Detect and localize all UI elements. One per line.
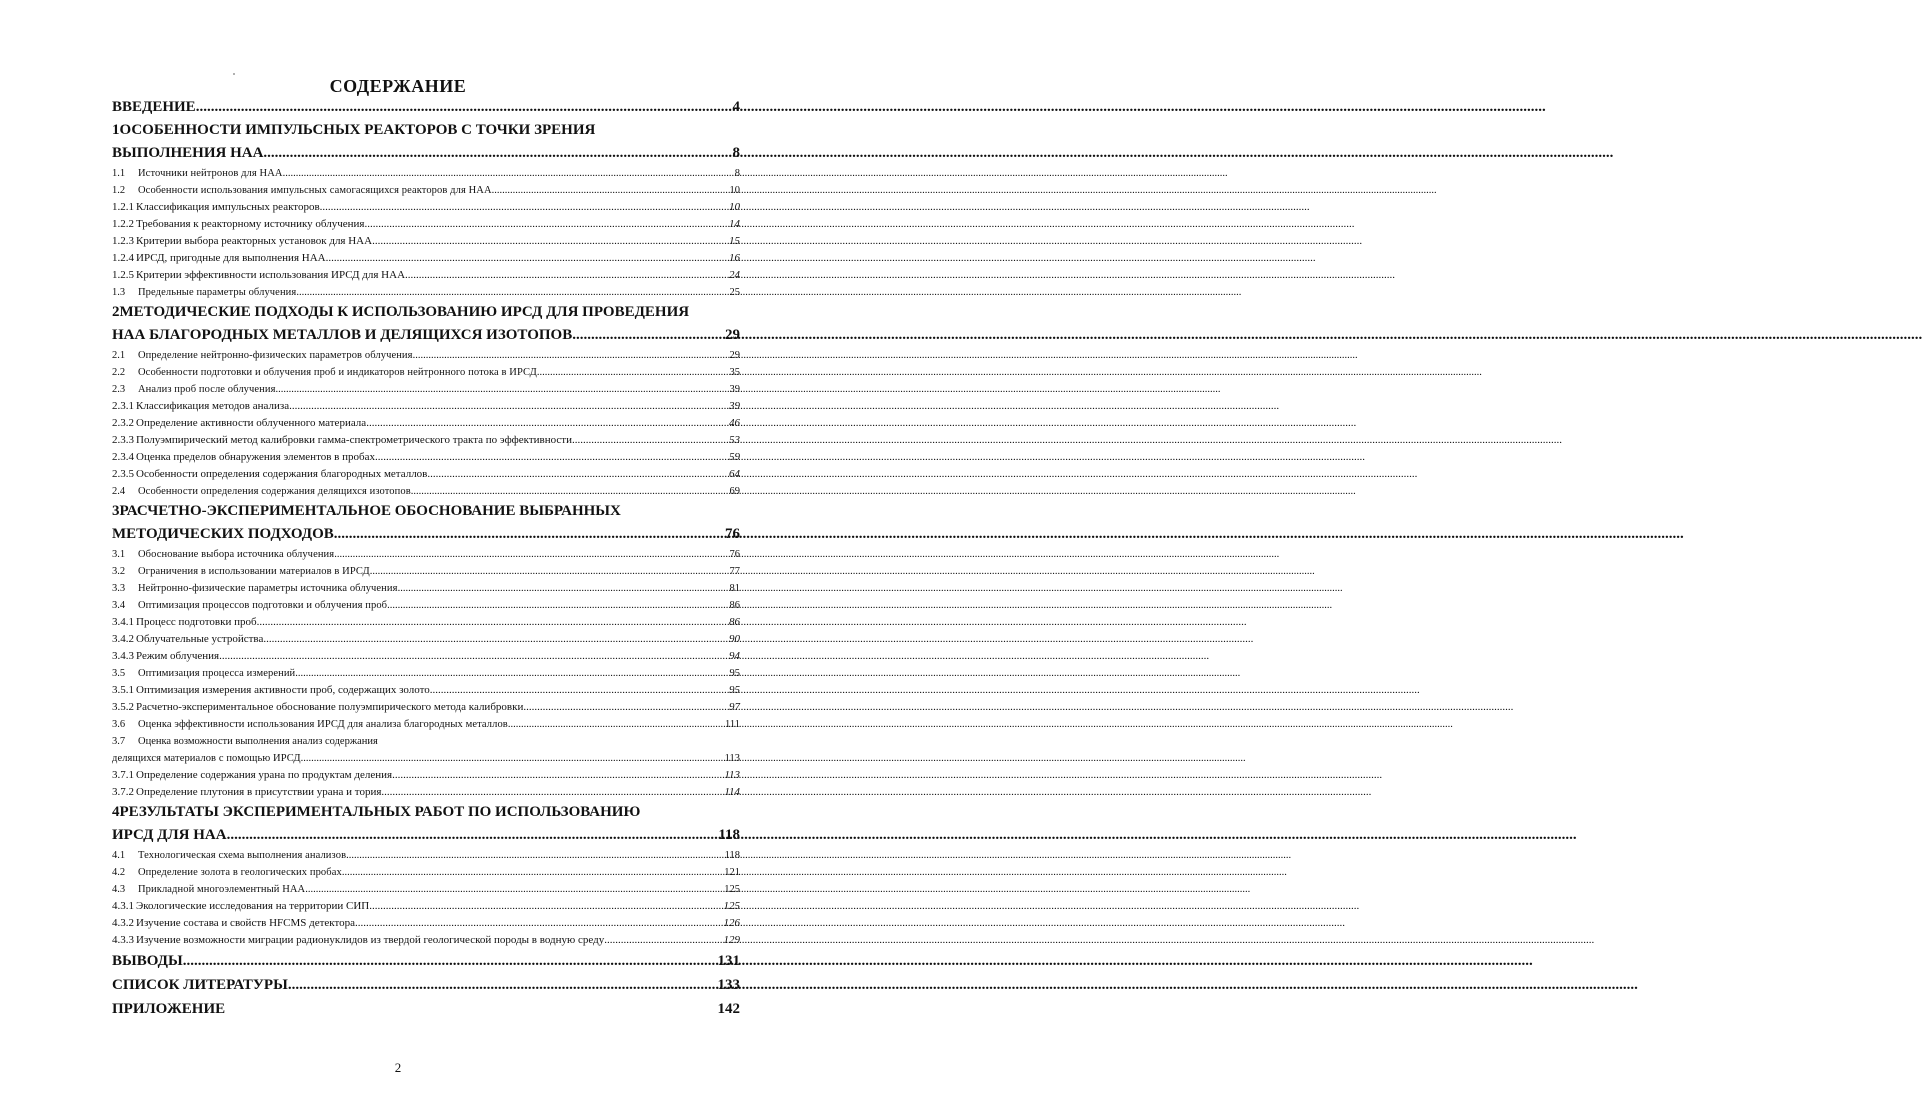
toc-entry-page: 10 (729, 201, 740, 213)
toc-entry[interactable] (112, 483, 740, 500)
toc-entry-title: Оптимизация процессов подготовки и облучения проб (138, 600, 388, 611)
toc-entry-number: 3.5 (112, 668, 126, 679)
toc-entry-page: 118 (724, 850, 740, 861)
toc-leader-dots (381, 784, 723, 801)
toc-entry-title: Нейтронно-физические параметры источника облучения (138, 583, 398, 594)
toc-leader-dots (508, 716, 724, 733)
toc-title: СОДЕРЖАНИЕ (329, 76, 467, 96)
toc-entry-page: 69 (729, 486, 740, 497)
toc-entry-title: ВВЕДЕНИЕ (112, 99, 196, 115)
toc-entry-title: Оптимизация процесса измерений (138, 668, 296, 679)
toc-entry-heading-line (112, 119, 740, 141)
toc-entry[interactable] (112, 546, 740, 563)
toc-entry[interactable] (112, 522, 740, 546)
toc-entry-title: Режим облучения (136, 650, 220, 662)
toc-entry[interactable] (112, 95, 740, 119)
toc-leader-dots (334, 546, 728, 563)
toc-entry[interactable] (112, 823, 740, 847)
toc-entry-number: 2.4 (112, 486, 126, 497)
toc-entry-title: ПРИЛОЖЕНИЕ (112, 1001, 226, 1017)
toc-entry[interactable] (112, 699, 740, 716)
toc-entry-title: Критерии выбора реакторных установок для НАА (136, 235, 373, 247)
toc-entry[interactable] (112, 323, 740, 347)
toc-entry-heading-line (112, 500, 740, 522)
toc-entry[interactable] (112, 563, 740, 580)
toc-leader-dots (413, 347, 729, 364)
toc-leader-dots (572, 432, 728, 449)
toc-entry[interactable] (112, 682, 740, 699)
toc-entry[interactable] (112, 915, 740, 932)
toc-entry[interactable] (112, 614, 740, 631)
toc-entry[interactable] (112, 864, 740, 881)
toc-entry-page: 77 (729, 566, 740, 577)
toc-leader-dots (320, 199, 728, 216)
toc-entry-heading-line (112, 733, 740, 750)
toc-leader-dots (523, 699, 728, 716)
toc-entry-number: 1.2.1 (112, 201, 134, 213)
toc-entry-number: 4 (112, 804, 120, 820)
toc-entry-page: 10 (729, 185, 740, 196)
toc-entry-page: 95 (729, 668, 740, 679)
toc-leader-dots (366, 415, 728, 432)
toc-entry-page: 14 (729, 218, 740, 230)
toc-entry-title: Анализ проб после облучения (138, 384, 276, 395)
toc-leader-dots (196, 95, 732, 119)
toc-entry-page: 113 (724, 753, 740, 764)
toc-entry-number: 3.2 (112, 566, 126, 577)
toc-leader-dots (392, 767, 723, 784)
toc-leader-dots (295, 665, 728, 682)
toc-entry-page: 8 (732, 145, 740, 161)
toc-leader-dots (365, 216, 729, 233)
toc-entry[interactable] (112, 250, 740, 267)
toc-entry[interactable] (112, 665, 740, 682)
toc-entry-number: 3 (112, 503, 120, 519)
toc-entry-number: 2 (112, 304, 120, 320)
toc-entry-title: Процесс подготовки проб (136, 616, 257, 628)
toc-entry-number: 3.4.3 (112, 650, 134, 662)
toc-leader-dots (263, 631, 728, 648)
toc-entry-title: Классификация методов анализа (136, 400, 290, 412)
toc-entry-title: Определение содержания урана по продуктам деления (136, 769, 393, 781)
toc-entry-page: 46 (729, 417, 740, 429)
toc-entry-page: 118 (718, 827, 740, 843)
toc-entry-page: 15 (729, 235, 740, 247)
toc-entry-number: 1.2.2 (112, 218, 134, 230)
toc-entry-title: ВЫВОДЫ (112, 953, 183, 969)
toc-leader-dots (283, 165, 734, 182)
toc-entry-title: Классификация импульсных реакторов (136, 201, 320, 213)
toc-entry-title: Экологические исследования на территории СИП (136, 900, 370, 912)
toc-entry-number: 3.5.1 (112, 684, 134, 696)
toc-entry-number: 2.1 (112, 350, 126, 361)
toc-entry-number: 2.3.1 (112, 400, 134, 412)
toc-entry-page: 95 (729, 684, 740, 696)
toc-entry-number: 3.7 (112, 736, 126, 747)
toc-leader-dots (183, 949, 717, 973)
toc-entry-title: Полуэмпирический метод калибровки гамма-спектрометрического тракта по эффективности (136, 434, 572, 446)
toc-entry-page: 8 (734, 168, 740, 179)
toc-entry[interactable] (112, 898, 740, 915)
toc-entry[interactable] (112, 267, 740, 284)
toc-entry-page: 29 (725, 327, 740, 343)
toc-entry-title: Обоснование выбора источника облучения (138, 549, 335, 560)
toc-entry-number: 1.2.5 (112, 269, 134, 281)
toc-entry-title: ИРСД ДЛЯ НАА (112, 827, 227, 843)
toc-entry-page: 4 (732, 99, 740, 115)
toc-leader-dots (219, 648, 728, 665)
toc-entry-title: Расчетно-экспериментальное обоснование полуэмпирического метода калибровки (136, 701, 524, 713)
toc-entry-page: 24 (729, 269, 740, 281)
toc-leader-dots (427, 466, 728, 483)
toc-leader-dots (257, 614, 728, 631)
toc-entry-number: 3.4 (112, 600, 126, 611)
toc-entry[interactable] (112, 415, 740, 432)
toc-entry[interactable] (112, 648, 740, 665)
toc-entry-page: 76 (725, 526, 740, 542)
toc-entry[interactable] (112, 597, 740, 614)
toc-entry-number: 2.3 (112, 384, 126, 395)
toc-entry-title: Прикладной многоэлементный НАА (138, 884, 306, 895)
toc-leader-dots (398, 580, 729, 597)
toc-entry[interactable] (112, 932, 740, 949)
toc-entry[interactable] (112, 631, 740, 648)
toc-entry-number: 3.6 (112, 719, 126, 730)
toc-entry-page: 94 (729, 650, 740, 662)
toc-leader-dots (227, 823, 718, 847)
toc-entry[interactable] (112, 364, 740, 381)
toc-entry-page: 16 (729, 252, 740, 264)
toc-leader-dots (342, 864, 723, 881)
toc-entry-number: 2.3.2 (112, 417, 134, 429)
toc-entry-title: Особенности подготовки и облучения проб и индикаторов нейтронного потока в ИРСД (138, 367, 537, 378)
toc-entry-title: Ограничения в использовании материалов в ИРСД (138, 566, 370, 577)
toc-entry[interactable] (112, 750, 740, 767)
toc-leader-dots (369, 898, 722, 915)
toc-entry-page: 90 (729, 633, 740, 645)
toc-leader-dots (405, 267, 728, 284)
toc-entry-title: Определение активности облученного материала (136, 417, 367, 429)
toc-entry-number: 1 (112, 122, 120, 138)
toc-entry-number: 1.2 (112, 185, 126, 196)
toc-entry-title: Особенности определения содержания благородных металлов (136, 468, 428, 480)
toc-entry-page: 86 (729, 616, 740, 628)
toc-entry-number: 2.3.3 (112, 434, 134, 446)
toc-entry[interactable] (112, 216, 740, 233)
toc-entry[interactable] (112, 580, 740, 597)
toc-entry-title: делящихся материалов с помощью ИРСД (112, 753, 301, 764)
toc-entry-title: Оптимизация измерения активности проб, содержащих золото (136, 684, 430, 696)
toc-entry-title: Определение плутония в присутствии урана и тория (136, 786, 382, 798)
toc-leader-dots (537, 364, 729, 381)
toc-entry[interactable] (112, 716, 740, 733)
toc-leader-dots (572, 323, 724, 347)
toc-entry-number: 3.1 (112, 549, 126, 560)
toc-entry-page: 125 (724, 884, 740, 895)
toc-entry-number: 1.1 (112, 168, 126, 179)
toc-entry-page: 29 (729, 350, 740, 361)
toc-entry-title: Предельные параметры облучения (138, 287, 297, 298)
toc-entry-title: Оценка пределов обнаружения элементов в пробах (136, 451, 375, 463)
toc-entry[interactable] (112, 973, 740, 997)
toc-entry-page: 59 (729, 451, 740, 463)
toc-entry-title: СПИСОК ЛИТЕРАТУРЫ (112, 977, 288, 993)
toc-leader-dots (375, 449, 728, 466)
toc-entry[interactable] (112, 881, 740, 898)
toc-entry-page: 129 (723, 934, 740, 946)
toc-entry-title: Требования к реакторному источнику облучения (136, 218, 365, 230)
toc-entry-title-line1: РАСЧЕТНО-ЭКСПЕРИМЕНТАЛЬНОЕ ОБОСНОВАНИЕ ВЫБРАННЫХ (119, 503, 621, 519)
toc-leader-dots (370, 563, 729, 580)
toc-entry[interactable] (112, 347, 740, 364)
toc-entry-title: Источники нейтронов для НАА (138, 168, 283, 179)
toc-leader-dots (387, 597, 728, 614)
toc-entry-page: 131 (717, 953, 740, 969)
toc-entry-title: Определение нейтронно-физических параметров облучения (138, 350, 413, 361)
toc-leader-dots (430, 682, 728, 699)
toc-entry-number: 2.2 (112, 367, 126, 378)
toc-entry[interactable] (112, 233, 740, 250)
toc-entry-title: Изучение возможности миграции радионуклидов из твердой геологической породы в водную среду (136, 934, 605, 946)
toc-entry[interactable] (112, 847, 740, 864)
toc-entry[interactable] (112, 784, 740, 801)
toc-entry-title: МЕТОДИЧЕСКИХ ПОДХОДОВ (112, 526, 334, 542)
toc-entry[interactable] (112, 199, 740, 216)
toc-leader-dots (372, 233, 728, 250)
toc-entry-number: 4.3.2 (112, 917, 134, 929)
table-of-contents (112, 95, 740, 1021)
page-number: 2 (394, 1060, 402, 1075)
toc-entry-page: 125 (723, 900, 740, 912)
toc-entry[interactable] (112, 182, 740, 199)
toc-entry-number: 2.3.4 (112, 451, 134, 463)
toc-leader-dots (492, 182, 729, 199)
toc-entry-title: Технологическая схема выполнения анализов (138, 850, 347, 861)
toc-entry-title: Изучение состава и свойств HFCMS детектора (136, 917, 356, 929)
toc-entry-number: 3.3 (112, 583, 126, 594)
toc-entry-title: ИРСД, пригодные для выполнения НАА (136, 252, 326, 264)
toc-leader-dots (604, 932, 722, 949)
toc-entry-title-line1: Оценка возможности выполнения анализ содержания (138, 736, 378, 747)
toc-entry-title-line1: МЕТОДИЧЕСКИЕ ПОДХОДЫ К ИСПОЛЬЗОВАНИЮ ИРСД ДЛЯ ПРОВЕДЕНИЯ (119, 304, 690, 320)
toc-entry-title-line1: ОСОБЕННОСТИ ИМПУЛЬСНЫХ РЕАКТОРОВ С ТОЧКИ ЗРЕНИЯ (119, 122, 596, 138)
toc-entry-title: Особенности использования импульсных самогасящихся реакторов для НАА (138, 185, 492, 196)
toc-entry-page: 142 (717, 1001, 740, 1017)
toc-entry-number: 1.2.4 (112, 252, 134, 264)
toc-entry-title: Облучательные устройства (136, 633, 264, 645)
toc-entry-number: 1.2.3 (112, 235, 134, 247)
toc-entry-page: 133 (717, 977, 740, 993)
toc-leader-dots (334, 522, 724, 546)
toc-entry-number: 4.3.1 (112, 900, 134, 912)
toc-leader-dots (288, 973, 717, 997)
toc-entry-number: 4.3.3 (112, 934, 134, 946)
toc-entry-page: 81 (729, 583, 740, 594)
toc-entry-page: 39 (729, 384, 740, 395)
toc-entry-title: ВЫПОЛНЕНИЯ НАА (112, 145, 264, 161)
toc-entry-title: Оценка эффективности использования ИРСД для анализа благородных металлов (138, 719, 508, 730)
toc-entry[interactable] (112, 141, 740, 165)
toc-entry-page: 113 (724, 769, 740, 781)
toc-leader-dots (326, 250, 728, 267)
toc-entry-title: Определение золота в геологических пробах (138, 867, 342, 878)
toc-entry-heading-line (112, 801, 740, 823)
toc-entry-heading-line (112, 301, 740, 323)
toc-entry-page: 114 (724, 786, 740, 798)
toc-entry[interactable] (112, 949, 740, 973)
toc-entry-page: 39 (729, 400, 740, 412)
scan-speck (233, 73, 235, 75)
toc-entry-number: 3.4.2 (112, 633, 134, 645)
toc-entry-number: 4.3 (112, 884, 126, 895)
toc-entry-number: 4.2 (112, 867, 126, 878)
toc-entry[interactable] (112, 165, 740, 182)
toc-leader-dots (301, 750, 724, 767)
toc-entry-title: НАА БЛАГОРОДНЫХ МЕТАЛЛОВ И ДЕЛЯЩИХСЯ ИЗОТОПОВ (112, 327, 573, 343)
toc-entry[interactable] (112, 432, 740, 449)
toc-entry-page: 121 (724, 867, 740, 878)
toc-entry-number: 3.7.2 (112, 786, 134, 798)
toc-leader-dots (305, 881, 723, 898)
toc-entry-title: Особенности определения содержания делящихся изотопов (138, 486, 411, 497)
toc-entry[interactable] (112, 997, 740, 1021)
toc-entry-page: 111 (725, 719, 740, 730)
toc-entry-number: 1.3 (112, 287, 126, 298)
toc-entry-title: Критерии эффективности использования ИРСД для НАА (136, 269, 406, 281)
toc-entry-page: 35 (729, 367, 740, 378)
toc-entry-page: 76 (729, 549, 740, 560)
toc-entry-page: 64 (729, 468, 740, 480)
toc-entry[interactable] (112, 284, 740, 301)
toc-entry-number: 2.3.5 (112, 468, 134, 480)
toc-leader-dots (296, 284, 728, 301)
toc-entry[interactable] (112, 466, 740, 483)
toc-entry-page: 126 (723, 917, 740, 929)
toc-entry-number: 3.7.1 (112, 769, 134, 781)
toc-entry-title-line1: РЕЗУЛЬТАТЫ ЭКСПЕРИМЕНТАЛЬНЫХ РАБОТ ПО ИСПОЛЬЗОВАНИЮ (119, 804, 641, 820)
toc-leader-dots (355, 915, 722, 932)
toc-entry[interactable] (112, 381, 740, 398)
toc-entry-page: 97 (729, 701, 740, 713)
toc-leader-dots (411, 483, 729, 500)
toc-leader-dots (276, 381, 729, 398)
toc-entry-page: 86 (729, 600, 740, 611)
toc-entry[interactable] (112, 449, 740, 466)
toc-entry[interactable] (112, 398, 740, 415)
toc-entry-page: 25 (729, 287, 740, 298)
toc-leader-dots (263, 141, 731, 165)
toc-entry-number: 3.5.2 (112, 701, 134, 713)
toc-entry-number: 3.4.1 (112, 616, 134, 628)
toc-leader-dots (346, 847, 724, 864)
toc-entry-page: 53 (729, 434, 740, 446)
toc-entry-number: 4.1 (112, 850, 126, 861)
toc-entry[interactable] (112, 767, 740, 784)
toc-leader-dots (289, 398, 728, 415)
